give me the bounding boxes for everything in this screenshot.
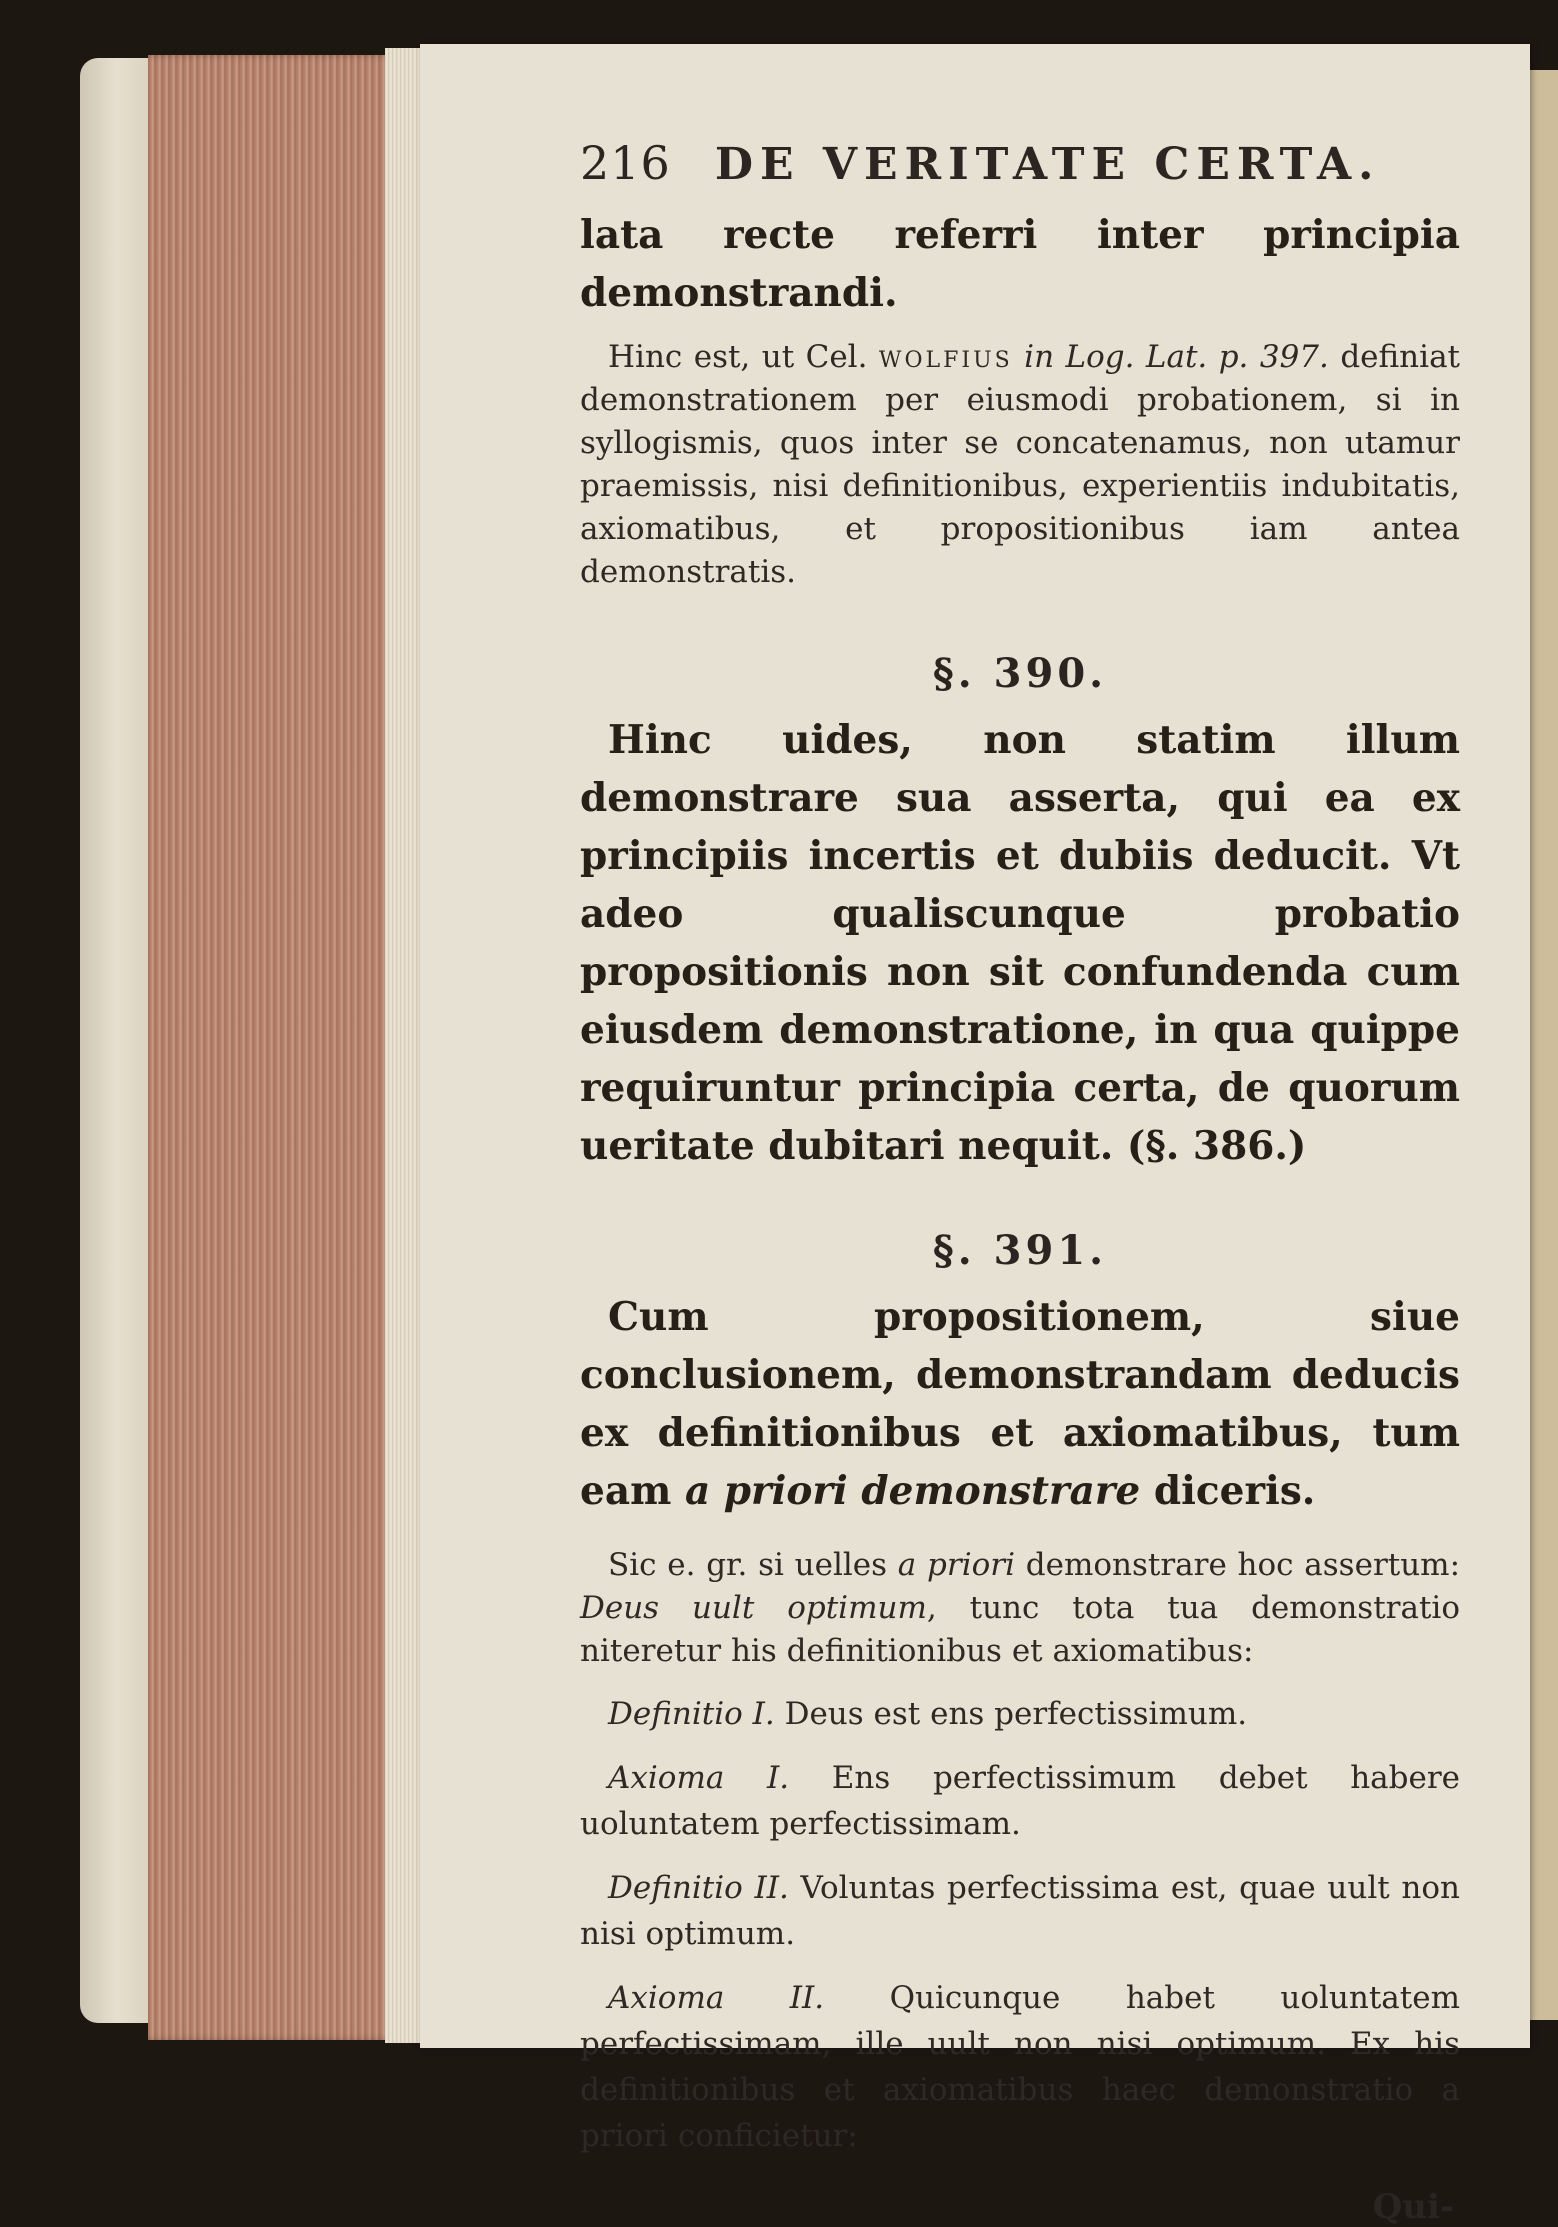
s391-pre: Cum propositionem, siue conclusionem, demonstrandam deducis ex definitionibus et axiomatibus, tum eam bbox=[580, 1294, 1460, 1514]
section-391-text bbox=[580, 1288, 1460, 1520]
section-heading-390: §. 390. bbox=[932, 650, 1108, 697]
definition-text: Voluntas perfectissima est, quae uult non nisi optimum. bbox=[580, 1870, 1460, 1952]
example-paragraph bbox=[580, 1544, 1460, 1673]
definition-text: Ens perfectissimum debet habere uoluntatem perfectissimam. bbox=[580, 1760, 1461, 1842]
definition-label: Definitio II. bbox=[608, 1870, 789, 1906]
definition-item bbox=[580, 1975, 1460, 2159]
citation: in Log. Lat. p. 397. bbox=[1012, 339, 1329, 375]
s391-post: diceris. bbox=[1140, 1468, 1316, 1514]
facing-page-edge bbox=[1528, 70, 1558, 2020]
page-number: 216 bbox=[580, 136, 671, 190]
author-name: wolfius bbox=[878, 339, 1013, 375]
wolfius-paragraph bbox=[580, 336, 1460, 594]
definition-text: Quicunque habet uoluntatem perfectissimam, ille uult non nisi optimum. Ex his definitionibus et axiomatibus haec demonstratio a priori conficietur: bbox=[580, 1980, 1460, 2154]
book-page bbox=[420, 44, 1530, 2227]
definition-label: Definitio I. bbox=[608, 1696, 775, 1732]
definition-item bbox=[580, 1691, 1460, 1737]
example-post: , tunc tota tua demonstratio niteretur his definitionibus et axiomatibus: bbox=[580, 1590, 1460, 1669]
example-pre: Sic e. gr. si uelles bbox=[608, 1547, 898, 1583]
section-390-text: Hinc uides, non statim illum demonstrare sua asserta, qui ea ex principiis incertis et dubiis deducit. Vt adeo qualiscunque probatio propositionis non sit confundenda cum eiusdem demonstratione, in qua quippe requiruntur principia certa, de quorum ueritate dubitari nequit. (§. 386.) bbox=[580, 717, 1460, 1169]
running-header bbox=[580, 136, 1460, 190]
example-mid: demonstrare hoc assertum: bbox=[1015, 1547, 1461, 1583]
wolfius-pre: Hinc est, ut Cel. bbox=[608, 339, 879, 375]
section-heading-391: §. 391. bbox=[932, 1227, 1108, 1274]
page-content bbox=[580, 136, 1460, 2227]
running-title: DE VERITATE CERTA. bbox=[714, 139, 1381, 190]
catchword: Qui- bbox=[1372, 2187, 1454, 2227]
wolfius-rest: definiat demonstrationem per eiusmodi probationem, si in syllogismis, quos inter se concatenamus, non utamur praemissis, nisi definitionibus, experientiis indubitatis, axiomatibus, et propositionibus iam antea demonstratis. bbox=[580, 339, 1461, 590]
definition-text: Deus est ens perfectissimum. bbox=[774, 1696, 1248, 1732]
example-emphasis-2: Deus uult optimum bbox=[580, 1590, 927, 1626]
intro-paragraph: lata recte referri inter principia demonstrandi. bbox=[580, 212, 1460, 316]
definition-item bbox=[580, 1755, 1460, 1847]
definition-label: Axioma I. bbox=[608, 1760, 790, 1796]
s391-emphasis: a priori demonstrare bbox=[684, 1468, 1141, 1514]
example-emphasis-1: a priori bbox=[897, 1547, 1016, 1583]
definition-label: Axioma II. bbox=[608, 1980, 825, 2016]
page-stack-strips bbox=[385, 48, 425, 2043]
page-block-edges bbox=[148, 55, 418, 2040]
definition-item bbox=[580, 1865, 1460, 1957]
